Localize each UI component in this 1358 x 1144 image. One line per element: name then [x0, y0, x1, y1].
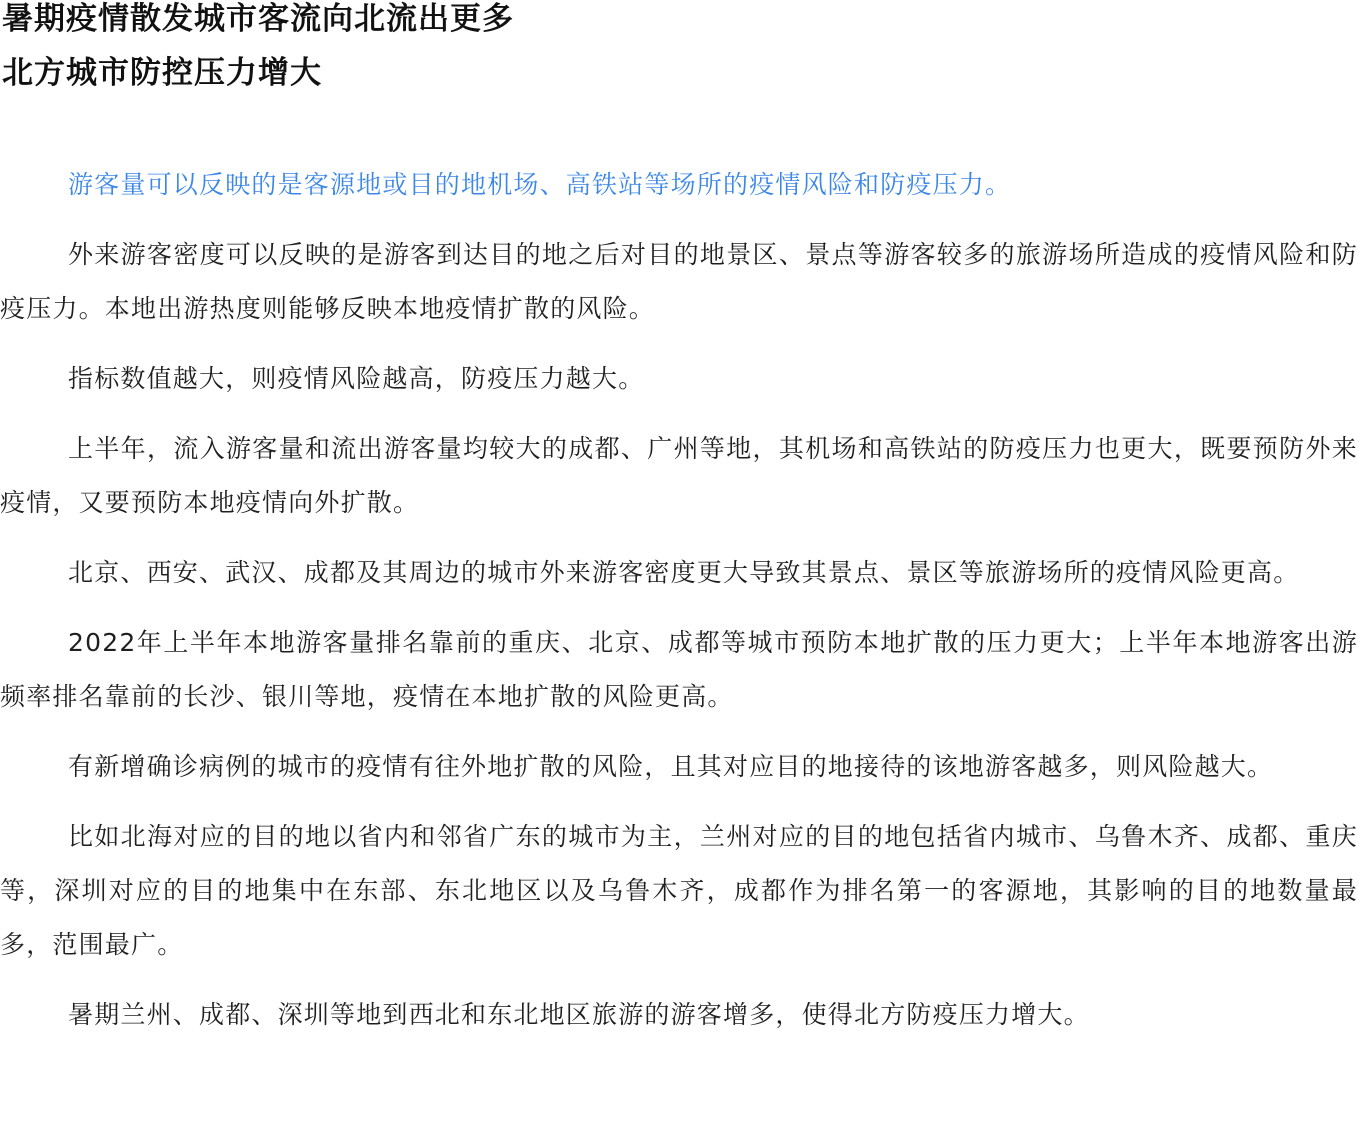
- paragraph-new-cases: 有新增确诊病例的城市的疫情有往外地扩散的风险，且其对应目的地接待的该地游客越多，则风险越大。: [68, 752, 1274, 781]
- headline-line-1: 暑期疫情散发城市客流向北流出更多: [2, 1, 514, 37]
- paragraph-visitor-density: 外来游客密度可以反映的是游客到达目的地之后对目的地景区、景点等游客较多的旅游场所造成的疫情风险和防疫压力。本地出游热度则能够反映本地疫情扩散的风险。: [0, 240, 1358, 323]
- paragraph-local-visitors: 2022年上半年本地游客量排名靠前的重庆、北京、成都等城市预防本地扩散的压力更大；上半年本地游客出游频率排名靠前的长沙、银川等地，疫情在本地扩散的风险更高。: [0, 628, 1358, 711]
- paragraph-examples: 比如北海对应的目的地以省内和邻省广东的城市为主，兰州对应的目的地包括省内城市、乌鲁木齐、成都、重庆等，深圳对应的目的地集中在东部、东北地区以及乌鲁木齐，成都作为排名第一的客源地，其影响的目的地数量最多，范围最广。: [0, 822, 1358, 959]
- article-headline: [0, 0, 1358, 100]
- paragraph-summer-north: 暑期兰州、成都、深圳等地到西北和东北地区旅游的游客增多，使得北方防疫压力增大。: [68, 1000, 1090, 1029]
- headline-line-2: 北方城市防控压力增大: [2, 55, 322, 91]
- lead-paragraph: 游客量可以反映的是客源地或目的地机场、高铁站等场所的疫情风险和防疫压力。: [68, 170, 1012, 199]
- paragraph-density-cities: 北京、西安、武汉、成都及其周边的城市外来游客密度更大导致其景点、景区等旅游场所的疫情风险更高。: [68, 558, 1300, 587]
- paragraph-first-half: 上半年，流入游客量和流出游客量均较大的成都、广州等地，其机场和高铁站的防疫压力也更大，既要预防外来疫情，又要预防本地疫情向外扩散。: [0, 434, 1358, 517]
- article-body: [0, 158, 1358, 1042]
- paragraph-indicator: 指标数值越大，则疫情风险越高，防疫压力越大。: [68, 364, 645, 393]
